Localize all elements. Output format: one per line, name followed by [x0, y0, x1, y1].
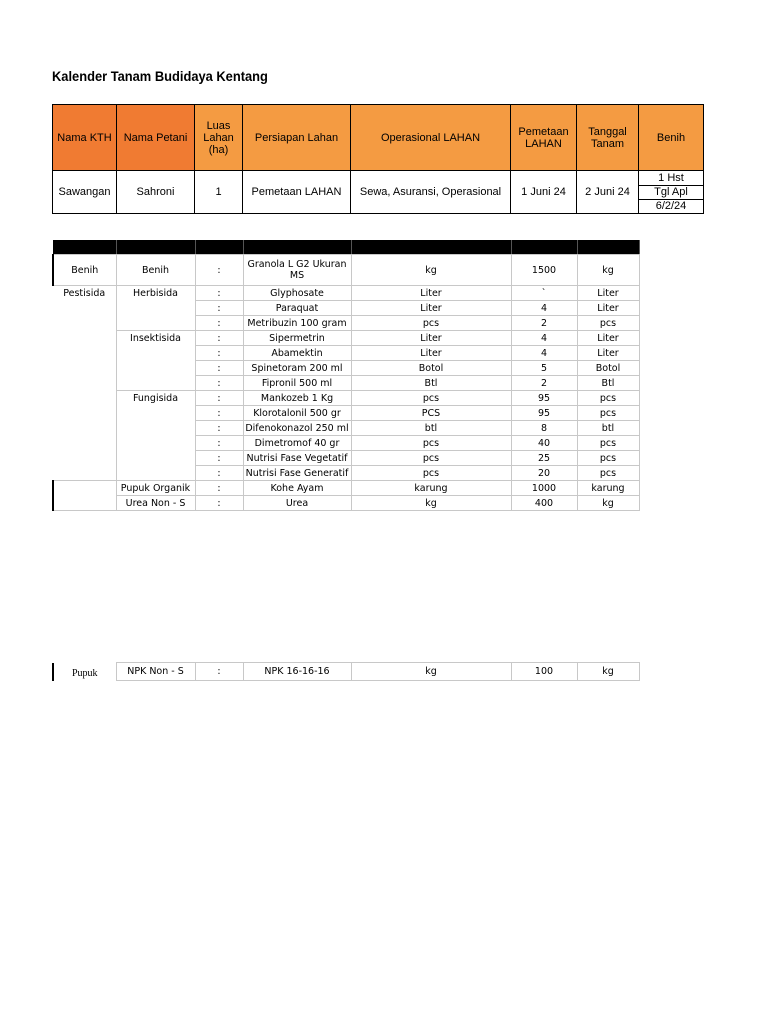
- cell-pemetaan-lahan: 1 Juni 24: [511, 171, 577, 214]
- row-unit: karung: [351, 481, 511, 496]
- row-category: [53, 391, 116, 406]
- row-unit: Btl: [351, 376, 511, 391]
- row-category: Pupuk: [53, 663, 116, 681]
- row-separator: :: [195, 436, 243, 451]
- row-subcategory: [116, 436, 195, 451]
- row-subcategory: [116, 466, 195, 481]
- row-category: [53, 331, 116, 346]
- row-separator: :: [195, 481, 243, 496]
- row-item: Spinetoram 200 ml: [243, 361, 351, 376]
- row-unit-2: kg: [577, 255, 639, 286]
- row-subcategory: [116, 346, 195, 361]
- row-unit-2: Liter: [577, 301, 639, 316]
- row-separator: :: [195, 331, 243, 346]
- materials-header-bar: [53, 240, 639, 255]
- row-separator: :: [195, 376, 243, 391]
- table-row: [53, 346, 639, 361]
- row-subcategory: Herbisida: [116, 286, 195, 301]
- row-unit-2: pcs: [577, 391, 639, 406]
- table-row: [53, 301, 639, 316]
- table-row: [53, 496, 639, 511]
- row-subcategory: NPK Non - S: [116, 663, 195, 681]
- row-category: [53, 451, 116, 466]
- row-item: Nutrisi Fase Generatif: [243, 466, 351, 481]
- row-quantity: 4: [511, 331, 577, 346]
- row-unit: Liter: [351, 286, 511, 301]
- header-nama-petani: Nama Petani: [117, 105, 195, 171]
- row-item: Abamektin: [243, 346, 351, 361]
- row-subcategory: [116, 451, 195, 466]
- row-unit: pcs: [351, 451, 511, 466]
- row-unit-2: pcs: [577, 406, 639, 421]
- row-item: Difenokonazol 250 ml: [243, 421, 351, 436]
- row-unit-2: btl: [577, 421, 639, 436]
- row-quantity: 400: [511, 496, 577, 511]
- row-unit: pcs: [351, 466, 511, 481]
- row-separator: :: [195, 346, 243, 361]
- header-benih: Benih: [639, 105, 704, 171]
- row-item: Metribuzin 100 gram: [243, 316, 351, 331]
- benih-line: 6/2/24: [655, 199, 687, 212]
- row-item: Granola L G2 Ukuran MS: [243, 255, 351, 286]
- row-quantity: 1000: [511, 481, 577, 496]
- page-title: Kalender Tanam Budidaya Kentang: [52, 68, 268, 84]
- cell-nama-petani: Sahroni: [117, 171, 195, 214]
- row-unit: Botol: [351, 361, 511, 376]
- row-quantity: `: [511, 286, 577, 301]
- table-row: [53, 391, 639, 406]
- row-quantity: 100: [511, 663, 577, 681]
- row-subcategory: Benih: [116, 255, 195, 286]
- cell-benih: [639, 171, 704, 214]
- header-pemetaan-lahan: Pemetaan LAHAN: [511, 105, 577, 171]
- row-unit-2: pcs: [577, 466, 639, 481]
- header-luas-lahan: Luas Lahan (ha): [195, 105, 243, 171]
- cell-luas-lahan: 1: [195, 171, 243, 214]
- data-row: [53, 171, 704, 214]
- row-unit: Liter: [351, 301, 511, 316]
- row-quantity: 1500: [511, 255, 577, 286]
- row-unit: kg: [351, 663, 511, 681]
- row-separator: :: [195, 391, 243, 406]
- row-item: NPK 16-16-16: [243, 663, 351, 681]
- npk-row-table: [52, 662, 640, 681]
- row-quantity: 8: [511, 421, 577, 436]
- row-quantity: 95: [511, 406, 577, 421]
- row-unit: kg: [351, 496, 511, 511]
- row-unit: Liter: [351, 331, 511, 346]
- table-row: [53, 663, 639, 681]
- cell-nama-kth: Sawangan: [53, 171, 117, 214]
- row-item: Sipermetrin: [243, 331, 351, 346]
- row-unit-2: pcs: [577, 316, 639, 331]
- table-row: [53, 376, 639, 391]
- row-separator: :: [195, 255, 243, 286]
- row-unit-2: Liter: [577, 331, 639, 346]
- row-separator: :: [195, 316, 243, 331]
- row-separator: :: [195, 663, 243, 681]
- cell-tanggal-tanam: 2 Juni 24: [577, 171, 639, 214]
- row-separator: :: [195, 466, 243, 481]
- benih-line: Tgl Apl: [639, 186, 703, 200]
- row-unit: pcs: [351, 391, 511, 406]
- row-category: [53, 481, 116, 496]
- header-persiapan-lahan: Persiapan Lahan: [243, 105, 351, 171]
- row-separator: :: [195, 496, 243, 511]
- table-row: [53, 361, 639, 376]
- row-unit-2: Liter: [577, 286, 639, 301]
- row-category: [53, 316, 116, 331]
- row-category: [53, 406, 116, 421]
- row-subcategory: [116, 421, 195, 436]
- row-subcategory: [116, 406, 195, 421]
- row-separator: :: [195, 361, 243, 376]
- row-item: Mankozeb 1 Kg: [243, 391, 351, 406]
- row-unit-2: Botol: [577, 361, 639, 376]
- row-subcategory: Insektisida: [116, 331, 195, 346]
- row-unit-2: pcs: [577, 436, 639, 451]
- row-subcategory: [116, 316, 195, 331]
- row-unit: btl: [351, 421, 511, 436]
- table-row: [53, 451, 639, 466]
- row-unit-2: kg: [577, 496, 639, 511]
- row-unit-2: karung: [577, 481, 639, 496]
- row-unit: Liter: [351, 346, 511, 361]
- row-subcategory: Pupuk Organik: [116, 481, 195, 496]
- row-category: Pestisida: [53, 286, 116, 301]
- row-quantity: 20: [511, 466, 577, 481]
- cell-persiapan-lahan: Pemetaan LAHAN: [243, 171, 351, 214]
- row-unit: kg: [351, 255, 511, 286]
- benih-line: 1 Hst: [639, 172, 703, 186]
- cell-operasional-lahan: Sewa, Asuransi, Operasional: [351, 171, 511, 214]
- row-category: [53, 466, 116, 481]
- table-row: [53, 255, 639, 286]
- row-unit-2: Liter: [577, 346, 639, 361]
- row-quantity: 2: [511, 316, 577, 331]
- row-quantity: 40: [511, 436, 577, 451]
- row-quantity: 5: [511, 361, 577, 376]
- header-nama-kth: Nama KTH: [53, 105, 117, 171]
- row-category: [53, 361, 116, 376]
- row-unit-2: Btl: [577, 376, 639, 391]
- table-row: [53, 481, 639, 496]
- row-subcategory: [116, 376, 195, 391]
- row-subcategory: Urea Non - S: [116, 496, 195, 511]
- header-tanggal-tanam: Tanggal Tanam: [577, 105, 639, 171]
- row-subcategory: Fungisida: [116, 391, 195, 406]
- row-category: [53, 376, 116, 391]
- row-item: Kohe Ayam: [243, 481, 351, 496]
- row-separator: :: [195, 301, 243, 316]
- row-unit-2: pcs: [577, 451, 639, 466]
- row-unit: pcs: [351, 316, 511, 331]
- row-item: Dimetromof 40 gr: [243, 436, 351, 451]
- row-category: [53, 346, 116, 361]
- row-category: [53, 421, 116, 436]
- row-quantity: 2: [511, 376, 577, 391]
- materials-table: [52, 240, 640, 511]
- table-row: [53, 436, 639, 451]
- table-row: [53, 316, 639, 331]
- row-separator: :: [195, 451, 243, 466]
- row-quantity: 4: [511, 301, 577, 316]
- row-item: Glyphosate: [243, 286, 351, 301]
- row-item: Fipronil 500 ml: [243, 376, 351, 391]
- row-unit: pcs: [351, 436, 511, 451]
- table-row: [53, 406, 639, 421]
- row-separator: :: [195, 286, 243, 301]
- row-category: Benih: [53, 255, 116, 286]
- row-separator: :: [195, 421, 243, 436]
- planting-calendar-table: [52, 104, 704, 214]
- row-unit-2: kg: [577, 663, 639, 681]
- header-operasional-lahan: Operasional LAHAN: [351, 105, 511, 171]
- table-row: [53, 466, 639, 481]
- header-row: [53, 105, 704, 171]
- row-item: Nutrisi Fase Vegetatif: [243, 451, 351, 466]
- row-category: [53, 301, 116, 316]
- row-quantity: 4: [511, 346, 577, 361]
- row-item: Klorotalonil 500 gr: [243, 406, 351, 421]
- row-item: Urea: [243, 496, 351, 511]
- table-row: [53, 331, 639, 346]
- row-separator: :: [195, 406, 243, 421]
- table-row: [53, 286, 639, 301]
- row-subcategory: [116, 301, 195, 316]
- row-subcategory: [116, 361, 195, 376]
- row-quantity: 95: [511, 391, 577, 406]
- table-row: [53, 421, 639, 436]
- row-unit: PCS: [351, 406, 511, 421]
- row-item: Paraquat: [243, 301, 351, 316]
- row-category: [53, 436, 116, 451]
- row-quantity: 25: [511, 451, 577, 466]
- row-category: [53, 496, 116, 511]
